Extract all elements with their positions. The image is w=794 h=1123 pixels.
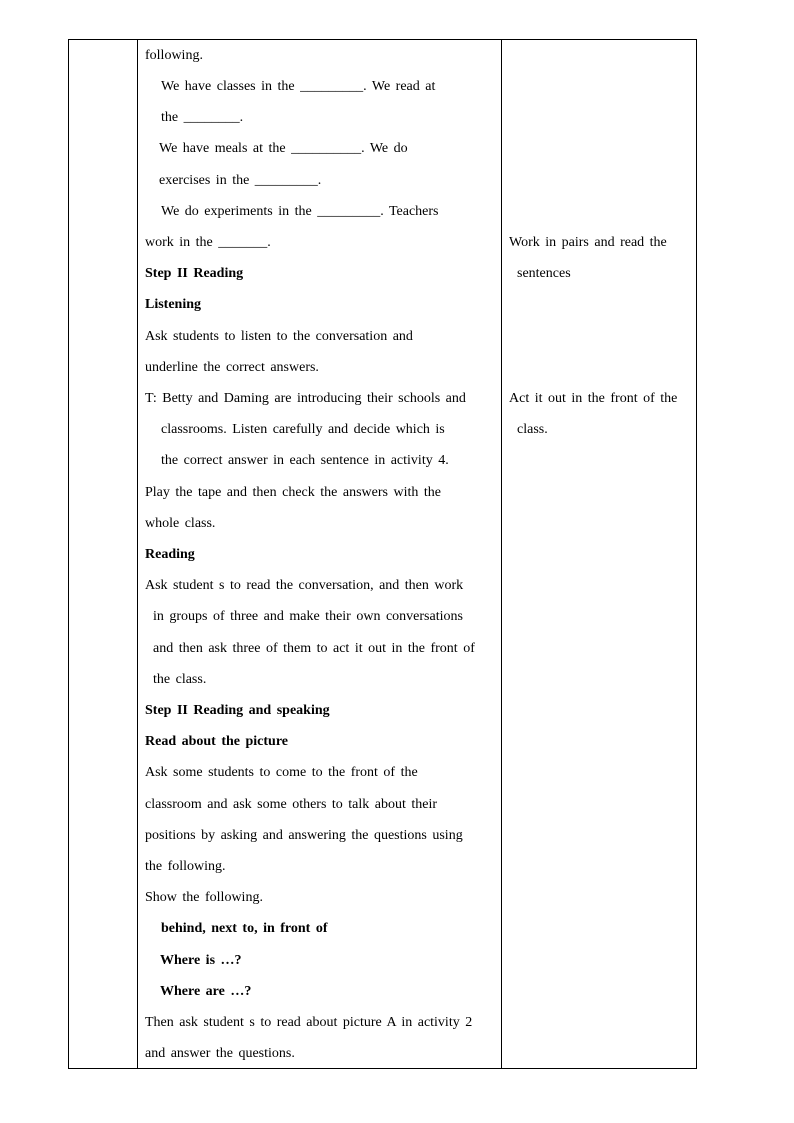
procedure-line: classroom and ask some others to talk about their [145,797,438,812]
procedure-line: the ________. [161,110,244,125]
section-heading: Step II Reading and speaking [145,703,330,718]
table-top-border [68,39,697,40]
key-question: Where is …? [160,953,242,968]
column-divider-2 [501,39,502,1069]
procedure-line: Ask students to listen to the conversation and [145,329,413,344]
section-subheading: Read about the picture [145,734,289,749]
procedure-line: Show the following. [145,890,263,905]
procedure-line: in groups of three and make their own conversations [153,609,463,624]
procedure-line: Then ask student s to read about picture A in activity 2 [145,1015,473,1030]
table-right-border [696,39,697,1069]
procedure-line: and answer the questions. [145,1046,295,1061]
activity-line: Work in pairs and read the [509,235,667,250]
column-divider-1 [137,39,138,1069]
table-bottom-border [68,1068,697,1069]
procedure-line: We do experiments in the _________. Teachers [161,204,439,219]
procedure-line: exercises in the _________. [159,173,322,188]
activity-line: Act it out in the front of the [509,391,678,406]
procedure-line: positions by asking and answering the questions using [145,828,463,843]
activity-line: class. [517,422,548,437]
procedure-line: We have meals at the __________. We do [159,141,408,156]
key-phrases: behind, next to, in front of [161,921,328,936]
procedure-line: classrooms. Listen carefully and decide which is [161,422,445,437]
procedure-line: Ask some students to come to the front of the [145,765,418,780]
procedure-line: T: Betty and Daming are introducing their schools and [145,391,466,406]
procedure-line: the class. [153,672,207,687]
section-heading: Step II Reading [145,266,244,281]
procedure-line: following. [145,48,203,63]
procedure-line: the correct answer in each sentence in activity 4. [161,453,449,468]
procedure-line: work in the _______. [145,235,271,250]
procedure-line: the following. [145,859,226,874]
procedure-line: underline the correct answers. [145,360,319,375]
procedure-line: whole class. [145,516,216,531]
procedure-line: Play the tape and then check the answers with the [145,485,441,500]
activity-line: sentences [517,266,571,281]
procedure-line: and then ask three of them to act it out in the front of [153,641,475,656]
table-cell-left [69,40,137,1068]
section-subheading: Listening [145,297,202,312]
procedure-line: Ask student s to read the conversation, and then work [145,578,464,593]
procedure-line: We have classes in the _________. We read at [161,79,436,94]
section-subheading: Reading [145,547,195,562]
key-question: Where are …? [160,984,252,999]
